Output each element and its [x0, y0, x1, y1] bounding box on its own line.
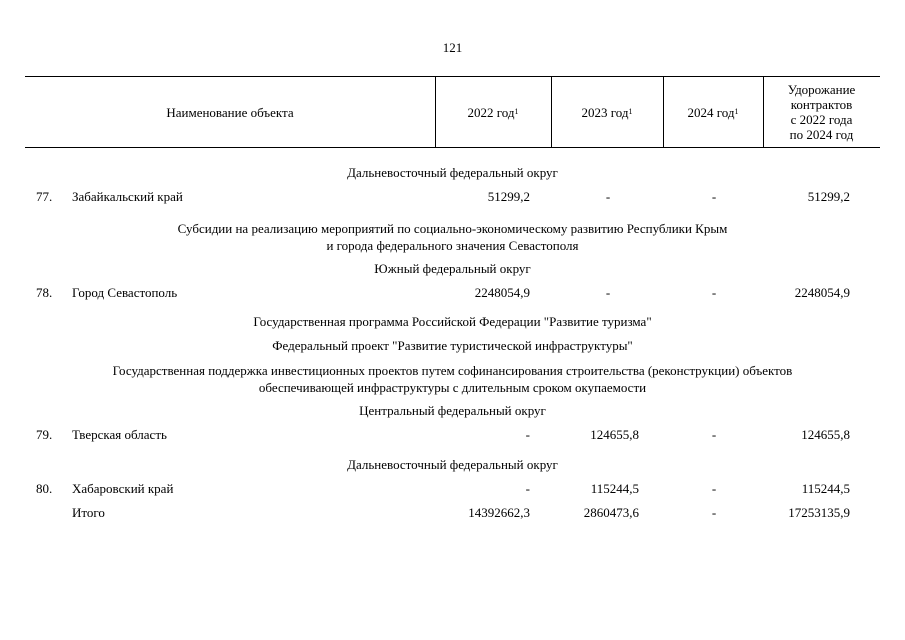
header-increase-line: Удорожание — [787, 82, 856, 97]
row-number: 77. — [36, 189, 53, 204]
header-2023-label: 2023 год — [581, 104, 629, 120]
header-2023: 2023 год 1 — [581, 104, 633, 120]
row-2022: - — [525, 481, 530, 496]
row-name: Город Севастополь — [72, 285, 178, 300]
total-label: Итого — [72, 505, 105, 520]
row-2022: 2248054,9 — [474, 285, 530, 300]
section-heading: Дальневосточный федеральный округ — [347, 457, 558, 472]
header-increase-line: контрактов — [790, 97, 853, 112]
total-2023: 2860473,6 — [583, 505, 639, 520]
header-2024-label: 2024 год — [687, 104, 735, 120]
header-increase-line: по 2024 год — [789, 127, 854, 142]
section-heading: Государственная программа Российской Федерации "Развитие туризма" — [253, 314, 652, 329]
row-2022: 51299,2 — [487, 189, 530, 204]
section-heading: Государственная поддержка инвестиционных проектов путем софинансирования строительства (реконструкции) объектов — [112, 363, 793, 378]
page-number: 121 — [442, 40, 463, 55]
header-2024: 2024 год 1 — [687, 104, 739, 120]
table-row — [0, 426, 905, 443]
row-2024: - — [711, 427, 717, 442]
row-2023: 115244,5 — [590, 481, 639, 496]
total-row — [0, 504, 905, 521]
table-row — [0, 284, 905, 301]
table-header — [25, 76, 880, 148]
row-2024: - — [711, 189, 717, 204]
row-2022: - — [525, 427, 530, 442]
row-total: 115244,5 — [801, 481, 850, 496]
total-2024: - — [711, 505, 717, 520]
row-2023: 124655,8 — [590, 427, 639, 442]
header-2022: 2022 год 1 — [467, 104, 519, 120]
row-number: 80. — [36, 481, 53, 496]
row-number: 78. — [36, 285, 53, 300]
row-total: 51299,2 — [807, 189, 850, 204]
row-2024: - — [711, 285, 717, 300]
section-heading: обеспечивающей инфраструктуры с длительным сроком окупаемости — [258, 380, 647, 395]
row-number: 79. — [36, 427, 53, 442]
table-row — [0, 188, 905, 205]
section-heading: Центральный федеральный округ — [359, 403, 546, 418]
header-2022-label: 2022 год — [467, 104, 515, 120]
total-2022: 14392662,3 — [468, 505, 530, 520]
header-increase — [763, 77, 880, 147]
row-2024: - — [711, 481, 717, 496]
section-heading: Федеральный проект "Развитие туристической инфраструктуры" — [272, 338, 633, 353]
section-heading: Южный федеральный округ — [374, 261, 531, 276]
section-heading: Субсидии на реализацию мероприятий по социально-экономическому развитию Республики Крым — [177, 221, 728, 236]
section-heading: и города федерального значения Севастополя — [326, 238, 579, 253]
total-sum: 17253135,9 — [788, 505, 850, 520]
row-name: Забайкальский край — [72, 189, 183, 204]
table-row — [0, 480, 905, 497]
row-2023: - — [605, 189, 611, 204]
row-name: Тверская область — [72, 427, 167, 442]
row-total: 2248054,9 — [794, 285, 850, 300]
row-total: 124655,8 — [801, 427, 850, 442]
section-heading: Дальневосточный федеральный округ — [347, 165, 558, 180]
row-name: Хабаровский край — [72, 481, 174, 496]
header-name: Наименование объекта — [166, 104, 294, 120]
row-2023: - — [605, 285, 611, 300]
header-increase-line: с 2022 года — [790, 112, 853, 127]
